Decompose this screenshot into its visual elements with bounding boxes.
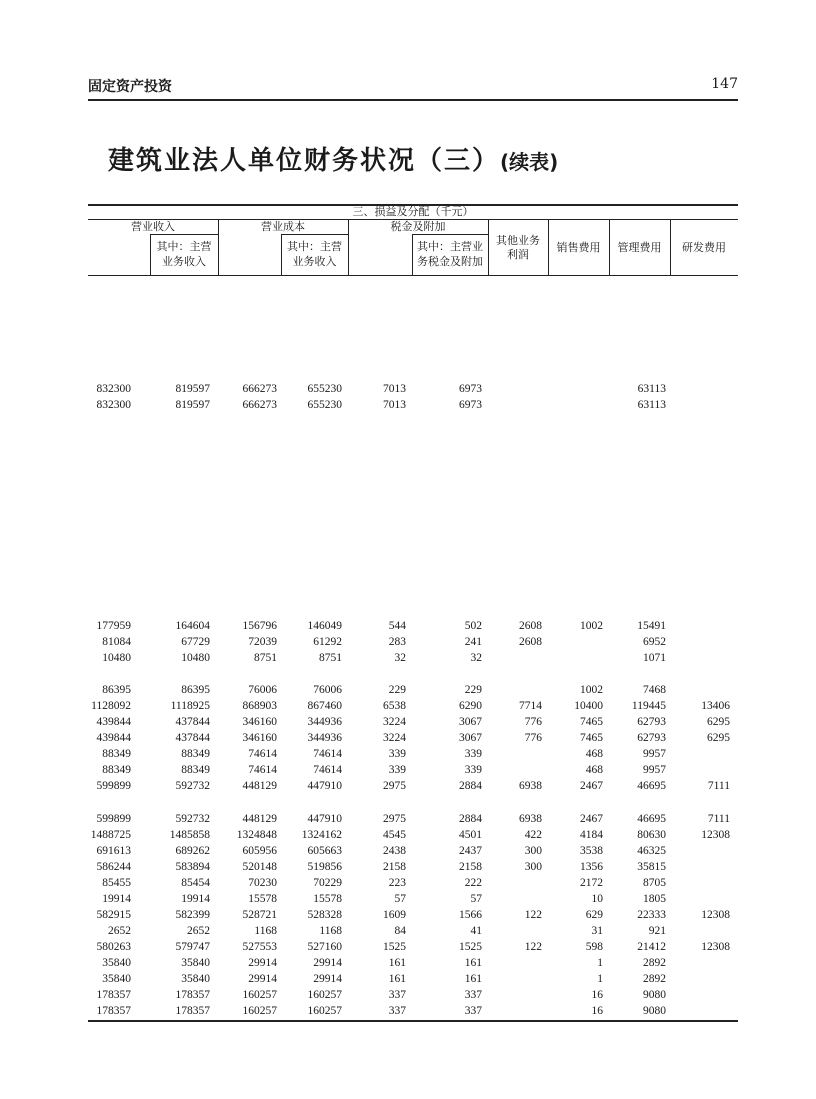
col-tax-main-line2: 务税金及附加 xyxy=(417,255,483,268)
table-cell: 74614 xyxy=(248,764,277,776)
table-cell: 161 xyxy=(464,957,482,969)
table-cell: 8751 xyxy=(254,652,277,664)
table-cell: 592732 xyxy=(175,813,210,825)
tax-sub-rule xyxy=(412,234,488,235)
table-cell: 9957 xyxy=(643,764,666,776)
table-row xyxy=(88,891,738,907)
table-cell: 35815 xyxy=(637,861,666,873)
table-cell: 468 xyxy=(585,764,603,776)
table-cell: 178357 xyxy=(96,989,131,1001)
table-cell: 7111 xyxy=(707,780,730,792)
table-cell: 4501 xyxy=(459,829,482,841)
col-cost-main-line1: 其中：主营 xyxy=(287,240,342,253)
table-cell: 599899 xyxy=(96,780,131,792)
table-cell: 4184 xyxy=(580,829,603,841)
page-title-main: 建筑业法人单位财务状况（三） xyxy=(108,146,501,176)
table-cell: 2158 xyxy=(383,861,406,873)
table-cell: 2467 xyxy=(580,780,603,792)
table-cell: 2884 xyxy=(459,813,482,825)
table-cell: 74614 xyxy=(313,748,342,760)
table-cell: 819597 xyxy=(175,383,210,395)
table-cell: 88349 xyxy=(102,748,131,760)
table-cell: 339 xyxy=(388,748,406,760)
table-cell: 6295 xyxy=(707,716,730,728)
table-cell: 15578 xyxy=(248,893,277,905)
table-cell: 7468 xyxy=(643,684,666,696)
table-header xyxy=(88,204,738,276)
table-cell: 2975 xyxy=(383,813,406,825)
table-cell: 300 xyxy=(524,845,542,857)
table-cell: 35840 xyxy=(102,957,131,969)
table-cell: 160257 xyxy=(307,1005,342,1017)
table-cell: 15578 xyxy=(313,893,342,905)
table-cell: 160257 xyxy=(242,989,277,1001)
cost-sub-rule xyxy=(281,234,348,235)
table-cell: 582399 xyxy=(175,909,210,921)
table-cell: 447910 xyxy=(307,780,342,792)
table-cell: 346160 xyxy=(242,732,277,744)
table-cell: 666273 xyxy=(242,383,277,395)
table-cell: 9080 xyxy=(643,989,666,1001)
table-row xyxy=(88,682,738,698)
table-cell: 832300 xyxy=(96,399,131,411)
table-row xyxy=(88,730,738,746)
table-cell: 63113 xyxy=(637,399,666,411)
table-cell: 35840 xyxy=(181,957,210,969)
table-cell: 7465 xyxy=(580,732,603,744)
table-cell: 598 xyxy=(585,941,603,953)
table-cell: 229 xyxy=(388,684,406,696)
table-cell: 437844 xyxy=(175,716,210,728)
page-number: 147 xyxy=(711,76,738,92)
table-cell: 283 xyxy=(388,636,406,648)
table-cell: 10 xyxy=(591,893,603,905)
table-cell: 12308 xyxy=(701,941,730,953)
table-cell: 2892 xyxy=(643,973,666,985)
table-cell: 3224 xyxy=(383,732,406,744)
table-cell: 4545 xyxy=(383,829,406,841)
table-cell: 819597 xyxy=(175,399,210,411)
table-cell: 7111 xyxy=(707,813,730,825)
table-cell: 223 xyxy=(388,877,406,889)
table-cell: 88349 xyxy=(102,764,131,776)
table-cell: 12308 xyxy=(701,829,730,841)
table-cell: 3067 xyxy=(459,716,482,728)
table-cell: 2467 xyxy=(580,813,603,825)
col-group-tax: 税金及附加 xyxy=(390,220,446,233)
table-cell: 1566 xyxy=(459,909,482,921)
header-bottom-rule xyxy=(88,275,738,276)
table-cell: 447910 xyxy=(307,813,342,825)
table-cell: 439844 xyxy=(96,732,131,744)
table-cell: 629 xyxy=(585,909,603,921)
table-cell: 867460 xyxy=(307,700,342,712)
table-cell: 178357 xyxy=(175,989,210,1001)
table-cell: 592732 xyxy=(175,780,210,792)
table-cell: 160257 xyxy=(242,1005,277,1017)
table-cell: 1118925 xyxy=(170,700,210,712)
table-cell: 2437 xyxy=(459,845,482,857)
col-rnd: 研发费用 xyxy=(682,241,726,254)
table-cell: 655230 xyxy=(307,399,342,411)
running-head xyxy=(88,76,738,98)
table-row xyxy=(88,1003,738,1019)
table-cell: 19914 xyxy=(102,893,131,905)
table-cell: 86395 xyxy=(181,684,210,696)
table-cell: 1485858 xyxy=(169,829,210,841)
table-cell: 35840 xyxy=(181,973,210,985)
table-cell: 579747 xyxy=(175,941,210,953)
table-cell: 2172 xyxy=(580,877,603,889)
table-cell: 437844 xyxy=(175,732,210,744)
table-row xyxy=(88,971,738,987)
table-cell: 1324162 xyxy=(301,829,342,841)
table-cell: 689262 xyxy=(175,845,210,857)
table-cell: 10400 xyxy=(574,700,603,712)
table-cell: 86395 xyxy=(102,684,131,696)
table-cell: 62793 xyxy=(637,716,666,728)
table-cell: 346160 xyxy=(242,716,277,728)
table-cell: 19914 xyxy=(181,893,210,905)
table-cell: 9957 xyxy=(643,748,666,760)
table-cell: 88349 xyxy=(181,748,210,760)
table-cell: 70230 xyxy=(248,877,277,889)
table-cell: 586244 xyxy=(96,861,131,873)
table-cell: 76006 xyxy=(313,684,342,696)
table-cell: 31 xyxy=(591,925,603,937)
table-cell: 74614 xyxy=(248,748,277,760)
table-cell: 32 xyxy=(470,652,482,664)
table-cell: 1128092 xyxy=(91,700,131,712)
table-cell: 527553 xyxy=(242,941,277,953)
table-cell: 448129 xyxy=(242,813,277,825)
col-other-profit-line1: 其他业务 xyxy=(496,234,540,247)
table-row xyxy=(88,859,738,875)
table-cell: 12308 xyxy=(701,909,730,921)
table-cell: 2652 xyxy=(187,925,210,937)
table-cell: 1488725 xyxy=(90,829,131,841)
table-cell: 776 xyxy=(524,716,542,728)
table-cell: 46695 xyxy=(637,813,666,825)
table-row xyxy=(88,397,738,413)
table-cell: 1324848 xyxy=(236,829,277,841)
table-row xyxy=(88,618,738,634)
table-cell: 527160 xyxy=(307,941,342,953)
table-cell: 6973 xyxy=(459,399,482,411)
table-cell: 15491 xyxy=(637,620,666,632)
table-row xyxy=(88,843,738,859)
table-cell: 599899 xyxy=(96,813,131,825)
table-cell: 580263 xyxy=(96,941,131,953)
table-cell: 528328 xyxy=(307,909,342,921)
table-cell: 161 xyxy=(388,973,406,985)
table-cell: 337 xyxy=(464,1005,482,1017)
table-cell: 160257 xyxy=(307,989,342,1001)
table-cell: 10480 xyxy=(102,652,131,664)
table-cell: 16 xyxy=(591,989,603,1001)
table-cell: 67729 xyxy=(181,636,210,648)
table-cell: 222 xyxy=(464,877,482,889)
table-row xyxy=(88,907,738,923)
table-cell: 468 xyxy=(585,748,603,760)
table-cell: 2438 xyxy=(383,845,406,857)
table-cell: 1 xyxy=(597,957,603,969)
table-cell: 72039 xyxy=(248,636,277,648)
table-cell: 502 xyxy=(464,620,482,632)
table-cell: 88349 xyxy=(181,764,210,776)
table-cell: 1 xyxy=(597,973,603,985)
table-cell: 439844 xyxy=(96,716,131,728)
table-cell: 1356 xyxy=(580,861,603,873)
table-row xyxy=(88,811,738,827)
section-label: 三、损益及分配（千元） xyxy=(352,205,474,218)
table-row xyxy=(88,762,738,778)
col-revenue-main-line2: 业务收入 xyxy=(162,255,206,268)
table-cell: 85455 xyxy=(102,877,131,889)
table-cell: 7465 xyxy=(580,716,603,728)
table-cell: 2652 xyxy=(108,925,131,937)
page-title-suffix: (续表) xyxy=(500,150,559,174)
table-cell: 32 xyxy=(394,652,406,664)
table-cell: 339 xyxy=(388,764,406,776)
table-cell: 520148 xyxy=(242,861,277,873)
table-cell: 156796 xyxy=(242,620,277,632)
table-row xyxy=(88,634,738,650)
col-revenue-main-line1: 其中：主营 xyxy=(156,240,212,253)
table-cell: 29914 xyxy=(248,957,277,969)
table-cell: 70229 xyxy=(313,877,342,889)
col-group-cost: 营业成本 xyxy=(261,220,305,233)
col-admin: 管理费用 xyxy=(617,241,662,254)
table-cell: 29914 xyxy=(313,973,342,985)
table-cell: 337 xyxy=(464,989,482,1001)
table-cell: 85454 xyxy=(181,877,210,889)
table-cell: 62793 xyxy=(637,732,666,744)
table-cell: 3224 xyxy=(383,716,406,728)
running-head-section: 固定资产投资 xyxy=(88,79,172,95)
col-cost-main-line2: 业务收入 xyxy=(292,255,337,268)
table-cell: 2608 xyxy=(519,620,542,632)
table-cell: 691613 xyxy=(96,845,131,857)
table-cell: 61292 xyxy=(313,636,342,648)
table-row xyxy=(88,987,738,1003)
table-cell: 81084 xyxy=(102,636,131,648)
table-cell: 164604 xyxy=(175,620,210,632)
table-cell: 1002 xyxy=(580,620,603,632)
table-cell: 178357 xyxy=(175,1005,210,1017)
table-cell: 6938 xyxy=(519,813,542,825)
table-cell: 122 xyxy=(524,941,542,953)
table-cell: 2608 xyxy=(519,636,542,648)
table-cell: 1525 xyxy=(383,941,406,953)
table-cell: 544 xyxy=(388,620,406,632)
table-cell: 41 xyxy=(470,925,482,937)
table-cell: 776 xyxy=(524,732,542,744)
table-cell: 583894 xyxy=(175,861,210,873)
table-cell: 344936 xyxy=(307,732,342,744)
table-cell: 122 xyxy=(524,909,542,921)
table-cell: 337 xyxy=(388,1005,406,1017)
table-cell: 8705 xyxy=(643,877,666,889)
table-cell: 29914 xyxy=(313,957,342,969)
table-cell: 29914 xyxy=(248,973,277,985)
table-cell: 2892 xyxy=(643,957,666,969)
table-cell: 337 xyxy=(388,989,406,1001)
table-cell: 339 xyxy=(464,748,482,760)
table-cell: 6295 xyxy=(707,732,730,744)
table-cell: 229 xyxy=(464,684,482,696)
table-cell: 16 xyxy=(591,1005,603,1017)
table-cell: 300 xyxy=(524,861,542,873)
col-selling: 销售费用 xyxy=(556,241,601,254)
table-cell: 3538 xyxy=(580,845,603,857)
table-cell: 46695 xyxy=(637,780,666,792)
table-cell: 2158 xyxy=(459,861,482,873)
table-cell: 119445 xyxy=(631,700,666,712)
table-cell: 605956 xyxy=(242,845,277,857)
table-cell: 519856 xyxy=(307,861,342,873)
table-cell: 84 xyxy=(394,925,406,937)
table-bottom-rule xyxy=(88,1020,738,1022)
table-cell: 1071 xyxy=(643,652,666,664)
table-cell: 76006 xyxy=(248,684,277,696)
table-cell: 832300 xyxy=(96,383,131,395)
table-cell: 8751 xyxy=(319,652,342,664)
header-rule xyxy=(88,99,738,101)
table-cell: 868903 xyxy=(242,700,277,712)
table-cell: 1168 xyxy=(319,925,342,937)
table-cell: 146049 xyxy=(307,620,342,632)
table-cell: 6938 xyxy=(519,780,542,792)
table-row xyxy=(88,939,738,955)
table-cell: 1805 xyxy=(643,893,666,905)
table-row xyxy=(88,955,738,971)
table-cell: 1525 xyxy=(459,941,482,953)
table-cell: 2975 xyxy=(383,780,406,792)
table-cell: 655230 xyxy=(307,383,342,395)
table-cell: 22333 xyxy=(637,909,666,921)
table-row xyxy=(88,746,738,762)
table-row xyxy=(88,923,738,939)
table-cell: 161 xyxy=(388,957,406,969)
table-cell: 13406 xyxy=(701,700,730,712)
table-cell: 1002 xyxy=(580,684,603,696)
table-cell: 80630 xyxy=(637,829,666,841)
table-cell: 46325 xyxy=(637,845,666,857)
table-cell: 177959 xyxy=(96,620,131,632)
page-title xyxy=(108,140,558,177)
table-cell: 178357 xyxy=(96,1005,131,1017)
table-cell: 74614 xyxy=(313,764,342,776)
table-row xyxy=(88,381,738,397)
table-cell: 1609 xyxy=(383,909,406,921)
col-tax-main-line1: 其中：主营业 xyxy=(417,240,483,253)
table-row xyxy=(88,650,738,666)
table-row xyxy=(88,778,738,794)
table-cell: 6952 xyxy=(643,636,666,648)
table-cell: 666273 xyxy=(242,399,277,411)
table-cell: 9080 xyxy=(643,1005,666,1017)
col-group-revenue: 营业收入 xyxy=(131,220,175,233)
table-cell: 6538 xyxy=(383,700,406,712)
table-cell: 528721 xyxy=(242,909,277,921)
table-cell: 3067 xyxy=(459,732,482,744)
table-cell: 339 xyxy=(464,764,482,776)
table-cell: 605663 xyxy=(307,845,342,857)
table-row xyxy=(88,827,738,843)
table-cell: 7013 xyxy=(383,383,406,395)
table-cell: 582915 xyxy=(96,909,131,921)
table-row xyxy=(88,714,738,730)
table-cell: 7013 xyxy=(383,399,406,411)
table-cell: 57 xyxy=(470,893,482,905)
table-cell: 241 xyxy=(464,636,482,648)
table-cell: 10480 xyxy=(181,652,210,664)
col-other-profit-line2: 利润 xyxy=(507,248,529,261)
table-row xyxy=(88,875,738,891)
table-cell: 6973 xyxy=(459,383,482,395)
table-cell: 6290 xyxy=(459,700,482,712)
table-cell: 422 xyxy=(524,829,542,841)
table-row xyxy=(88,698,738,714)
table-cell: 63113 xyxy=(637,383,666,395)
table-cell: 2884 xyxy=(459,780,482,792)
table-cell: 21412 xyxy=(637,941,666,953)
revenue-sub-rule xyxy=(150,234,218,235)
table-cell: 921 xyxy=(648,925,666,937)
table-cell: 7714 xyxy=(519,700,542,712)
table-cell: 1168 xyxy=(254,925,277,937)
table-cell: 448129 xyxy=(242,780,277,792)
table-cell: 57 xyxy=(394,893,406,905)
table-cell: 344936 xyxy=(307,716,342,728)
table-cell: 161 xyxy=(464,973,482,985)
table-cell: 35840 xyxy=(102,973,131,985)
